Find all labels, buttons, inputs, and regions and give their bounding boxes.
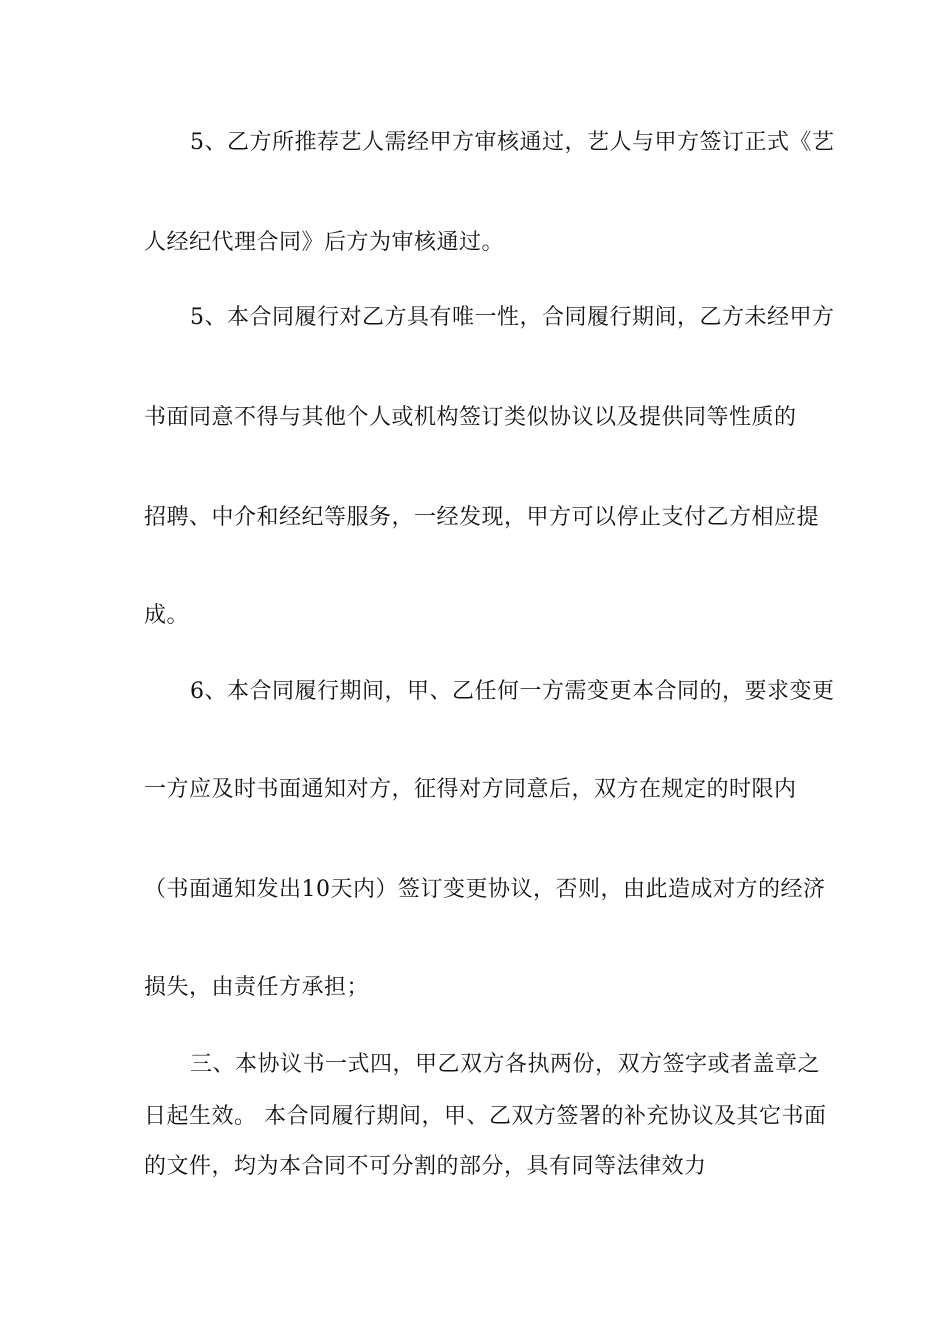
paragraph-6-line-3: （书面通知发出10天内）签订变更协议，否则，由此造成对方的经济 bbox=[144, 877, 826, 902]
section-3-line-3: 的文件，均为本合同不可分割的部分，具有同等法律效力 bbox=[144, 1154, 707, 1179]
paragraph-6-line-4: 损失，由责任方承担； bbox=[144, 975, 370, 1000]
section-3-line-2: 日起生效。 本合同履行期间，甲、乙双方签署的补充协议及其它书面 bbox=[144, 1104, 827, 1129]
paragraph-5b-line-1: 5、本合同履行对乙方具有唯一性，合同履行期间，乙方未经甲方 bbox=[190, 305, 835, 330]
section-3-line-1: 三、本协议书一式四，甲乙双方各执两份，双方签字或者盖章之 bbox=[190, 1052, 821, 1077]
paragraph-5a-line-2: 人经纪代理合同》后方为审核通过。 bbox=[144, 230, 505, 255]
paragraph-5b-line-2: 书面同意不得与其他个人或机构签订类似协议以及提供同等性质的 bbox=[144, 405, 797, 430]
paragraph-5b-line-3: 招聘、中介和经纪等服务，一经发现，甲方可以停止支付乙方相应提 bbox=[144, 505, 820, 530]
paragraph-5b-line-4: 成。 bbox=[144, 603, 190, 628]
paragraph-5a-line-1: 5、乙方所推荐艺人需经甲方审核通过，艺人与甲方签订正式《艺 bbox=[190, 130, 835, 155]
paragraph-6-line-1: 6、本合同履行期间，甲、乙任何一方需变更本合同的，要求变更 bbox=[190, 679, 835, 704]
paragraph-6-line-2: 一方应及时书面通知对方，征得对方同意后，双方在规定的时限内 bbox=[144, 777, 797, 802]
